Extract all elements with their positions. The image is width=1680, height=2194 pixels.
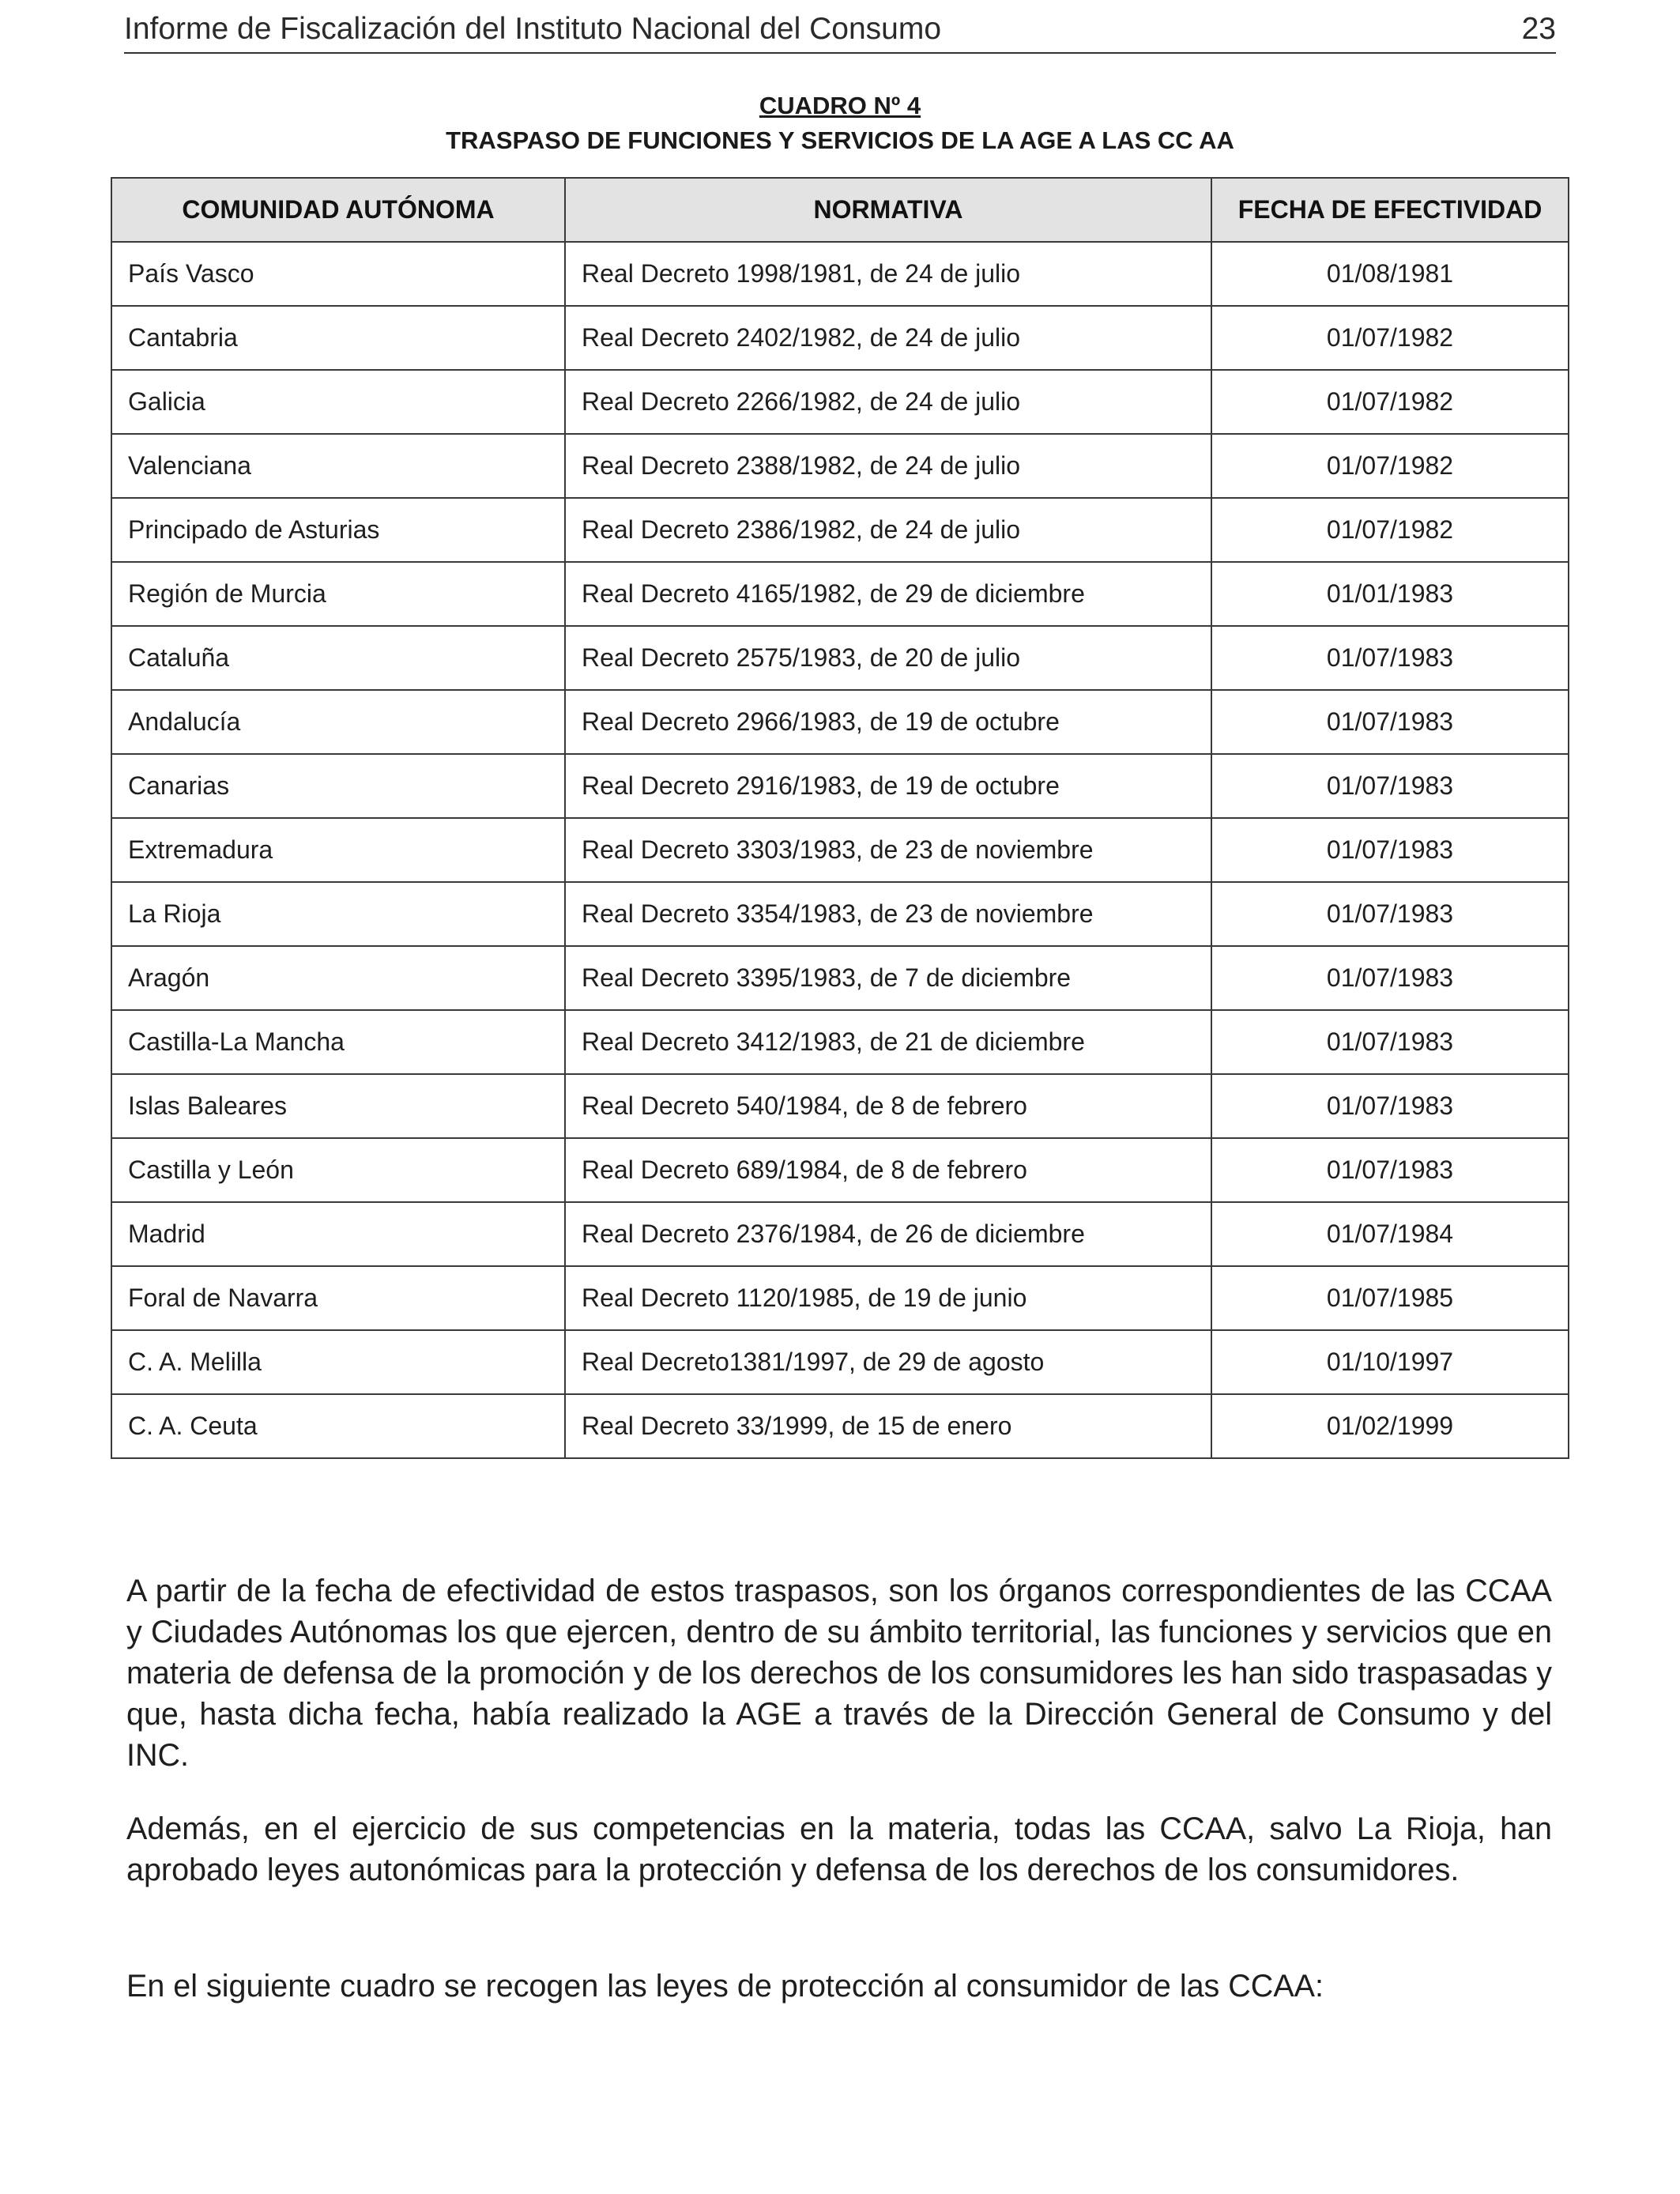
table-row <box>111 562 1569 626</box>
cell-normativa: Real Decreto 3354/1983, de 23 de noviembre <box>565 882 1211 946</box>
cell-normativa: Real Decreto 4165/1982, de 29 de diciembre <box>565 562 1211 626</box>
cell-fecha: 01/01/1983 <box>1211 562 1569 626</box>
table-row <box>111 1202 1569 1266</box>
cell-fecha: 01/07/1983 <box>1211 818 1569 882</box>
cell-fecha: 01/08/1981 <box>1211 242 1569 306</box>
cell-normativa: Real Decreto 33/1999, de 15 de enero <box>565 1394 1211 1458</box>
traspaso-table <box>111 177 1569 1459</box>
cell-fecha: 01/07/1983 <box>1211 754 1569 818</box>
cell-normativa: Real Decreto 3303/1983, de 23 de noviembre <box>565 818 1211 882</box>
column-header-fecha: FECHA DE EFECTIVIDAD <box>1211 178 1569 242</box>
cell-normativa: Real Decreto 2402/1982, de 24 de julio <box>565 306 1211 370</box>
cell-fecha: 01/07/1983 <box>1211 1074 1569 1138</box>
cell-fecha: 01/07/1983 <box>1211 946 1569 1010</box>
cell-normativa: Real Decreto 2388/1982, de 24 de julio <box>565 434 1211 498</box>
cell-comunidad: Canarias <box>111 754 565 818</box>
cell-fecha: 01/07/1983 <box>1211 690 1569 754</box>
cell-fecha: 01/07/1982 <box>1211 498 1569 562</box>
table-row <box>111 1330 1569 1394</box>
cell-fecha: 01/07/1982 <box>1211 370 1569 434</box>
cell-fecha: 01/07/1983 <box>1211 882 1569 946</box>
page-header <box>124 6 1556 54</box>
table-row <box>111 1138 1569 1202</box>
cell-normativa: Real Decreto 2575/1983, de 20 de julio <box>565 626 1211 690</box>
cell-fecha: 01/07/1982 <box>1211 434 1569 498</box>
cell-normativa: Real Decreto 3395/1983, de 7 de diciembre <box>565 946 1211 1010</box>
table-row <box>111 242 1569 306</box>
cell-fecha: 01/07/1984 <box>1211 1202 1569 1266</box>
cuadro-number: CUADRO Nº 4 <box>759 92 921 119</box>
cell-normativa: Real Decreto 540/1984, de 8 de febrero <box>565 1074 1211 1138</box>
table-row <box>111 370 1569 434</box>
cell-comunidad: Galicia <box>111 370 565 434</box>
cell-comunidad: Castilla y León <box>111 1138 565 1202</box>
cell-comunidad: Cataluña <box>111 626 565 690</box>
table-row <box>111 498 1569 562</box>
cuadro-title: TRASPASO DE FUNCIONES Y SERVICIOS DE LA AGE A LAS CC AA <box>446 126 1234 154</box>
cell-comunidad: Extremadura <box>111 818 565 882</box>
cell-comunidad: Aragón <box>111 946 565 1010</box>
cell-comunidad: Cantabria <box>111 306 565 370</box>
table-row <box>111 1074 1569 1138</box>
cell-fecha: 01/10/1997 <box>1211 1330 1569 1394</box>
cell-normativa: Real Decreto 2916/1983, de 19 de octubre <box>565 754 1211 818</box>
cell-fecha: 01/07/1983 <box>1211 1010 1569 1074</box>
cell-fecha: 01/07/1983 <box>1211 626 1569 690</box>
cell-normativa: Real Decreto 1998/1981, de 24 de julio <box>565 242 1211 306</box>
table-row <box>111 690 1569 754</box>
cell-comunidad: Madrid <box>111 1202 565 1266</box>
cell-normativa: Real Decreto 2376/1984, de 26 de diciembre <box>565 1202 1211 1266</box>
paragraph: Además, en el ejercicio de sus competencias en la materia, todas las CCAA, salvo La Rioja, han aprobado leyes autonómicas para la protección y defensa de los derechos de los consumidores. <box>126 1811 1552 1887</box>
cell-normativa: Real Decreto 1120/1985, de 19 de junio <box>565 1266 1211 1330</box>
cell-normativa: Real Decreto 3412/1983, de 21 de diciembre <box>565 1010 1211 1074</box>
cell-normativa: Real Decreto 2386/1982, de 24 de julio <box>565 498 1211 562</box>
cell-comunidad: C. A. Ceuta <box>111 1394 565 1458</box>
table-header-row <box>111 178 1569 242</box>
cell-comunidad: Principado de Asturias <box>111 498 565 562</box>
cell-normativa: Real Decreto 689/1984, de 8 de febrero <box>565 1138 1211 1202</box>
table-body <box>111 242 1569 1458</box>
cell-comunidad: Valenciana <box>111 434 565 498</box>
column-header-normativa: NORMATIVA <box>565 178 1211 242</box>
cell-comunidad: Foral de Navarra <box>111 1266 565 1330</box>
cell-comunidad: C. A. Melilla <box>111 1330 565 1394</box>
cell-fecha: 01/07/1983 <box>1211 1138 1569 1202</box>
table-row <box>111 754 1569 818</box>
table-row <box>111 946 1569 1010</box>
cell-fecha: 01/07/1985 <box>1211 1266 1569 1330</box>
cell-comunidad: Andalucía <box>111 690 565 754</box>
cell-fecha: 01/02/1999 <box>1211 1394 1569 1458</box>
report-title: Informe de Fiscalización del Instituto Nacional del Consumo <box>124 12 942 46</box>
table-row <box>111 306 1569 370</box>
table-row <box>111 434 1569 498</box>
paragraph: En el siguiente cuadro se recogen las leyes de protección al consumidor de las CCAA: <box>126 1969 1324 2004</box>
cell-normativa: Real Decreto 2966/1983, de 19 de octubre <box>565 690 1211 754</box>
cell-comunidad: Región de Murcia <box>111 562 565 626</box>
table-row <box>111 1266 1569 1330</box>
cell-fecha: 01/07/1982 <box>1211 306 1569 370</box>
table-row <box>111 882 1569 946</box>
paragraph: A partir de la fecha de efectividad de estos traspasos, son los órganos correspondientes de las CCAA y Ciudades Autónomas los que ejercen, dentro de su ámbito territorial, las funciones y servicios que en materia de defensa de la promoción y de los derechos de los consumidores les han sido traspasadas y que, hasta dicha fecha, había realizado la AGE a través de la Dirección General de Consumo y del INC. <box>126 1574 1552 1773</box>
table-row <box>111 1394 1569 1458</box>
table-row <box>111 626 1569 690</box>
table-row <box>111 1010 1569 1074</box>
cell-normativa: Real Decreto1381/1997, de 29 de agosto <box>565 1330 1211 1394</box>
cell-comunidad: Islas Baleares <box>111 1074 565 1138</box>
cell-comunidad: País Vasco <box>111 242 565 306</box>
page-number: 23 <box>1521 12 1556 46</box>
cell-comunidad: Castilla-La Mancha <box>111 1010 565 1074</box>
table-row <box>111 818 1569 882</box>
cell-normativa: Real Decreto 2266/1982, de 24 de julio <box>565 370 1211 434</box>
cell-comunidad: La Rioja <box>111 882 565 946</box>
column-header-comunidad: COMUNIDAD AUTÓNOMA <box>111 178 565 242</box>
